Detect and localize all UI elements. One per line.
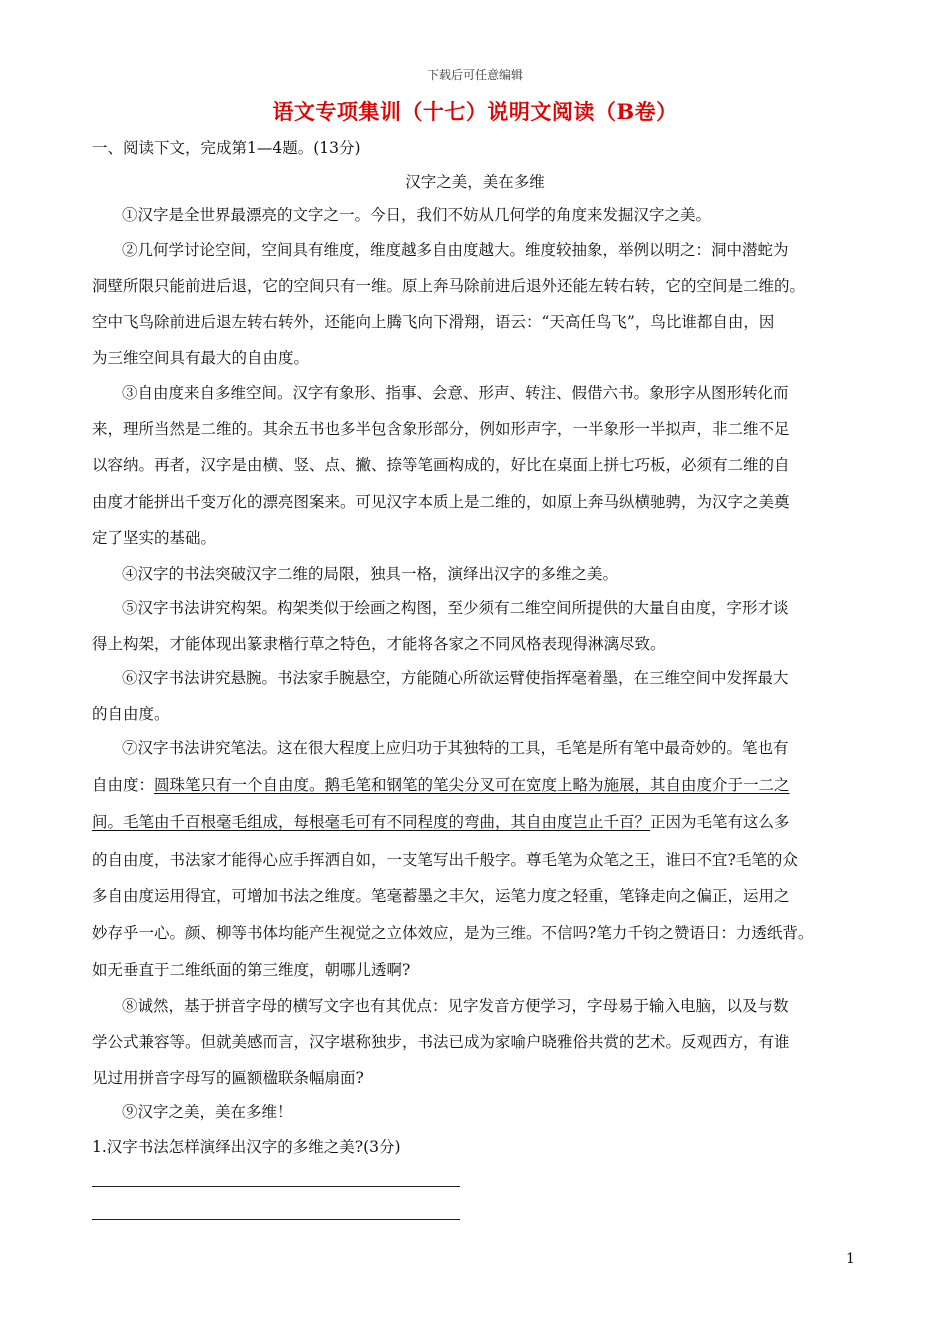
article-title: 汉字之美，美在多维	[405, 173, 545, 191]
paragraph-7-line	[92, 775, 872, 795]
question-1: 1.汉字书法怎样演绎出汉字的多维之美?(3分)	[92, 1138, 401, 1156]
paragraph-7-line: 的自由度，书法家才能得心应手挥洒自如，一支笔写出千般字。尊毛笔为众笔之王，谁曰不宜?毛笔的众	[92, 851, 798, 869]
paragraph-3-line: ③自由度来自多维空间。汉字有象形、指事、会意、形声、转注、假借六书。象形字从图形转化而	[122, 384, 789, 402]
paragraph-7-line: 妙存乎一心。颜、柳等书体均能产生视觉之立体效应，是为三维。不信吗?笔力千钧之赞语日：力透纸背。	[92, 924, 814, 942]
document-title: 语文专项集训（十七）说明文阅读（B卷）	[272, 99, 678, 124]
paragraph-8-line: ⑧诚然，基于拼音字母的横写文字也有其优点：见字发音方便学习，字母易于输入电脑，以及与数	[122, 997, 789, 1015]
paragraph-3-line: 来，理所当然是二维的。其余五书也多半包含象形部分，例如形声字，一半象形一半拟声，非二维不足	[92, 420, 790, 438]
paragraph-9-line: ⑨汉字之美，美在多维！	[122, 1103, 293, 1121]
paragraph-2-line: 为三维空间具有最大的自由度。	[92, 349, 310, 367]
paragraph-2-line: 洞壁所限只能前进后退，它的空间只有一维。原上奔马除前进后退外还能左转右转，它的空间是二维的。	[92, 277, 806, 295]
paragraph-1-line: ①汉字是全世界最漂亮的文字之一。今日，我们不妨从几何学的角度来发掘汉字之美。	[122, 206, 712, 224]
paragraph-8-line: 学公式兼容等。但就美感而言，汉字堪称独步，书法已成为家喻户晓雅俗共赏的艺术。反观西方，有谁	[92, 1033, 790, 1051]
paragraph-7-line	[92, 812, 872, 832]
header-note: 下载后可任意编辑	[426, 68, 523, 82]
instruction: 一、阅读下文，完成第1—4题。(13分)	[92, 139, 361, 157]
paragraph-6-line: 的自由度。	[92, 705, 170, 723]
paragraph-3-line: 以容纳。再者，汉字是由横、竖、点、撇、捺等笔画构成的，好比在桌面上拼七巧板，必须有二维的自	[92, 456, 790, 474]
paragraph-8-line: 见过用拼音字母写的匾额楹联条幅扇面?	[92, 1069, 364, 1087]
paragraph-6-line: ⑥汉字书法讲究悬腕。书法家手腕悬空，方能随心所欲运臂使指挥毫着墨，在三维空间中发挥最大	[122, 669, 789, 687]
paragraph-7-line: 如无垂直于二维纸面的第三维度，朝哪儿透啊?	[92, 961, 411, 979]
paragraph-2-line: ②几何学讨论空间，空间具有维度，维度越多自由度越大。维度较抽象，举例以明之：洞中潜蛇为	[122, 241, 789, 259]
paragraph-2-line: 空中飞鸟除前进后退左转右转外，还能向上腾飞向下滑翔，语云：“天高任鸟飞”，鸟比谁都自由，因	[92, 313, 775, 331]
answer-line[interactable]	[92, 1219, 460, 1220]
underlined-sentence: 间。毛笔由千百根毫毛组成，每根毫毛可有不同程度的弯曲，其自由度岂止千百？	[92, 813, 651, 831]
paragraph-7-line: 多自由度运用得宜，可增加书法之维度。笔毫蓄墨之丰欠，运笔力度之轻重，笔锋走向之偏正，运用之	[92, 887, 790, 905]
page-number: 1	[846, 1251, 855, 1267]
paragraph-3-line: 定了坚实的基础。	[92, 529, 217, 547]
paragraph-5-line: ⑤汉字书法讲究构架。构架类似于绘画之构图，至少须有二维空间所提供的大量自由度，字形才谈	[122, 599, 789, 617]
answer-line[interactable]	[92, 1186, 460, 1187]
paragraph-7-line: ⑦汉字书法讲究笔法。这在很大程度上应归功于其独特的工具，毛笔是所有笔中最奇妙的。笔也有	[122, 739, 789, 757]
paragraph-4-line: ④汉字的书法突破汉字二维的局限，独具一格，演绎出汉字的多维之美。	[122, 565, 619, 583]
paragraph-7-text: 正因为毛笔有这么多	[650, 813, 790, 831]
paragraph-7-text: 自由度：	[92, 776, 155, 794]
underlined-sentence: 圆珠笔只有一个自由度。鹅毛笔和钢笔的笔尖分叉可在宽度上略为施展，其自由度介于一二之	[154, 776, 790, 794]
paragraph-3-line: 由度才能拼出千变万化的漂亮图案来。可见汉字本质上是二维的，如原上奔马纵横驰骋，为汉字之美奠	[92, 493, 790, 511]
paragraph-5-line: 得上构架，才能体现出篆隶楷行草之特色，才能将各家之不同风格表现得淋漓尽致。	[92, 635, 666, 653]
